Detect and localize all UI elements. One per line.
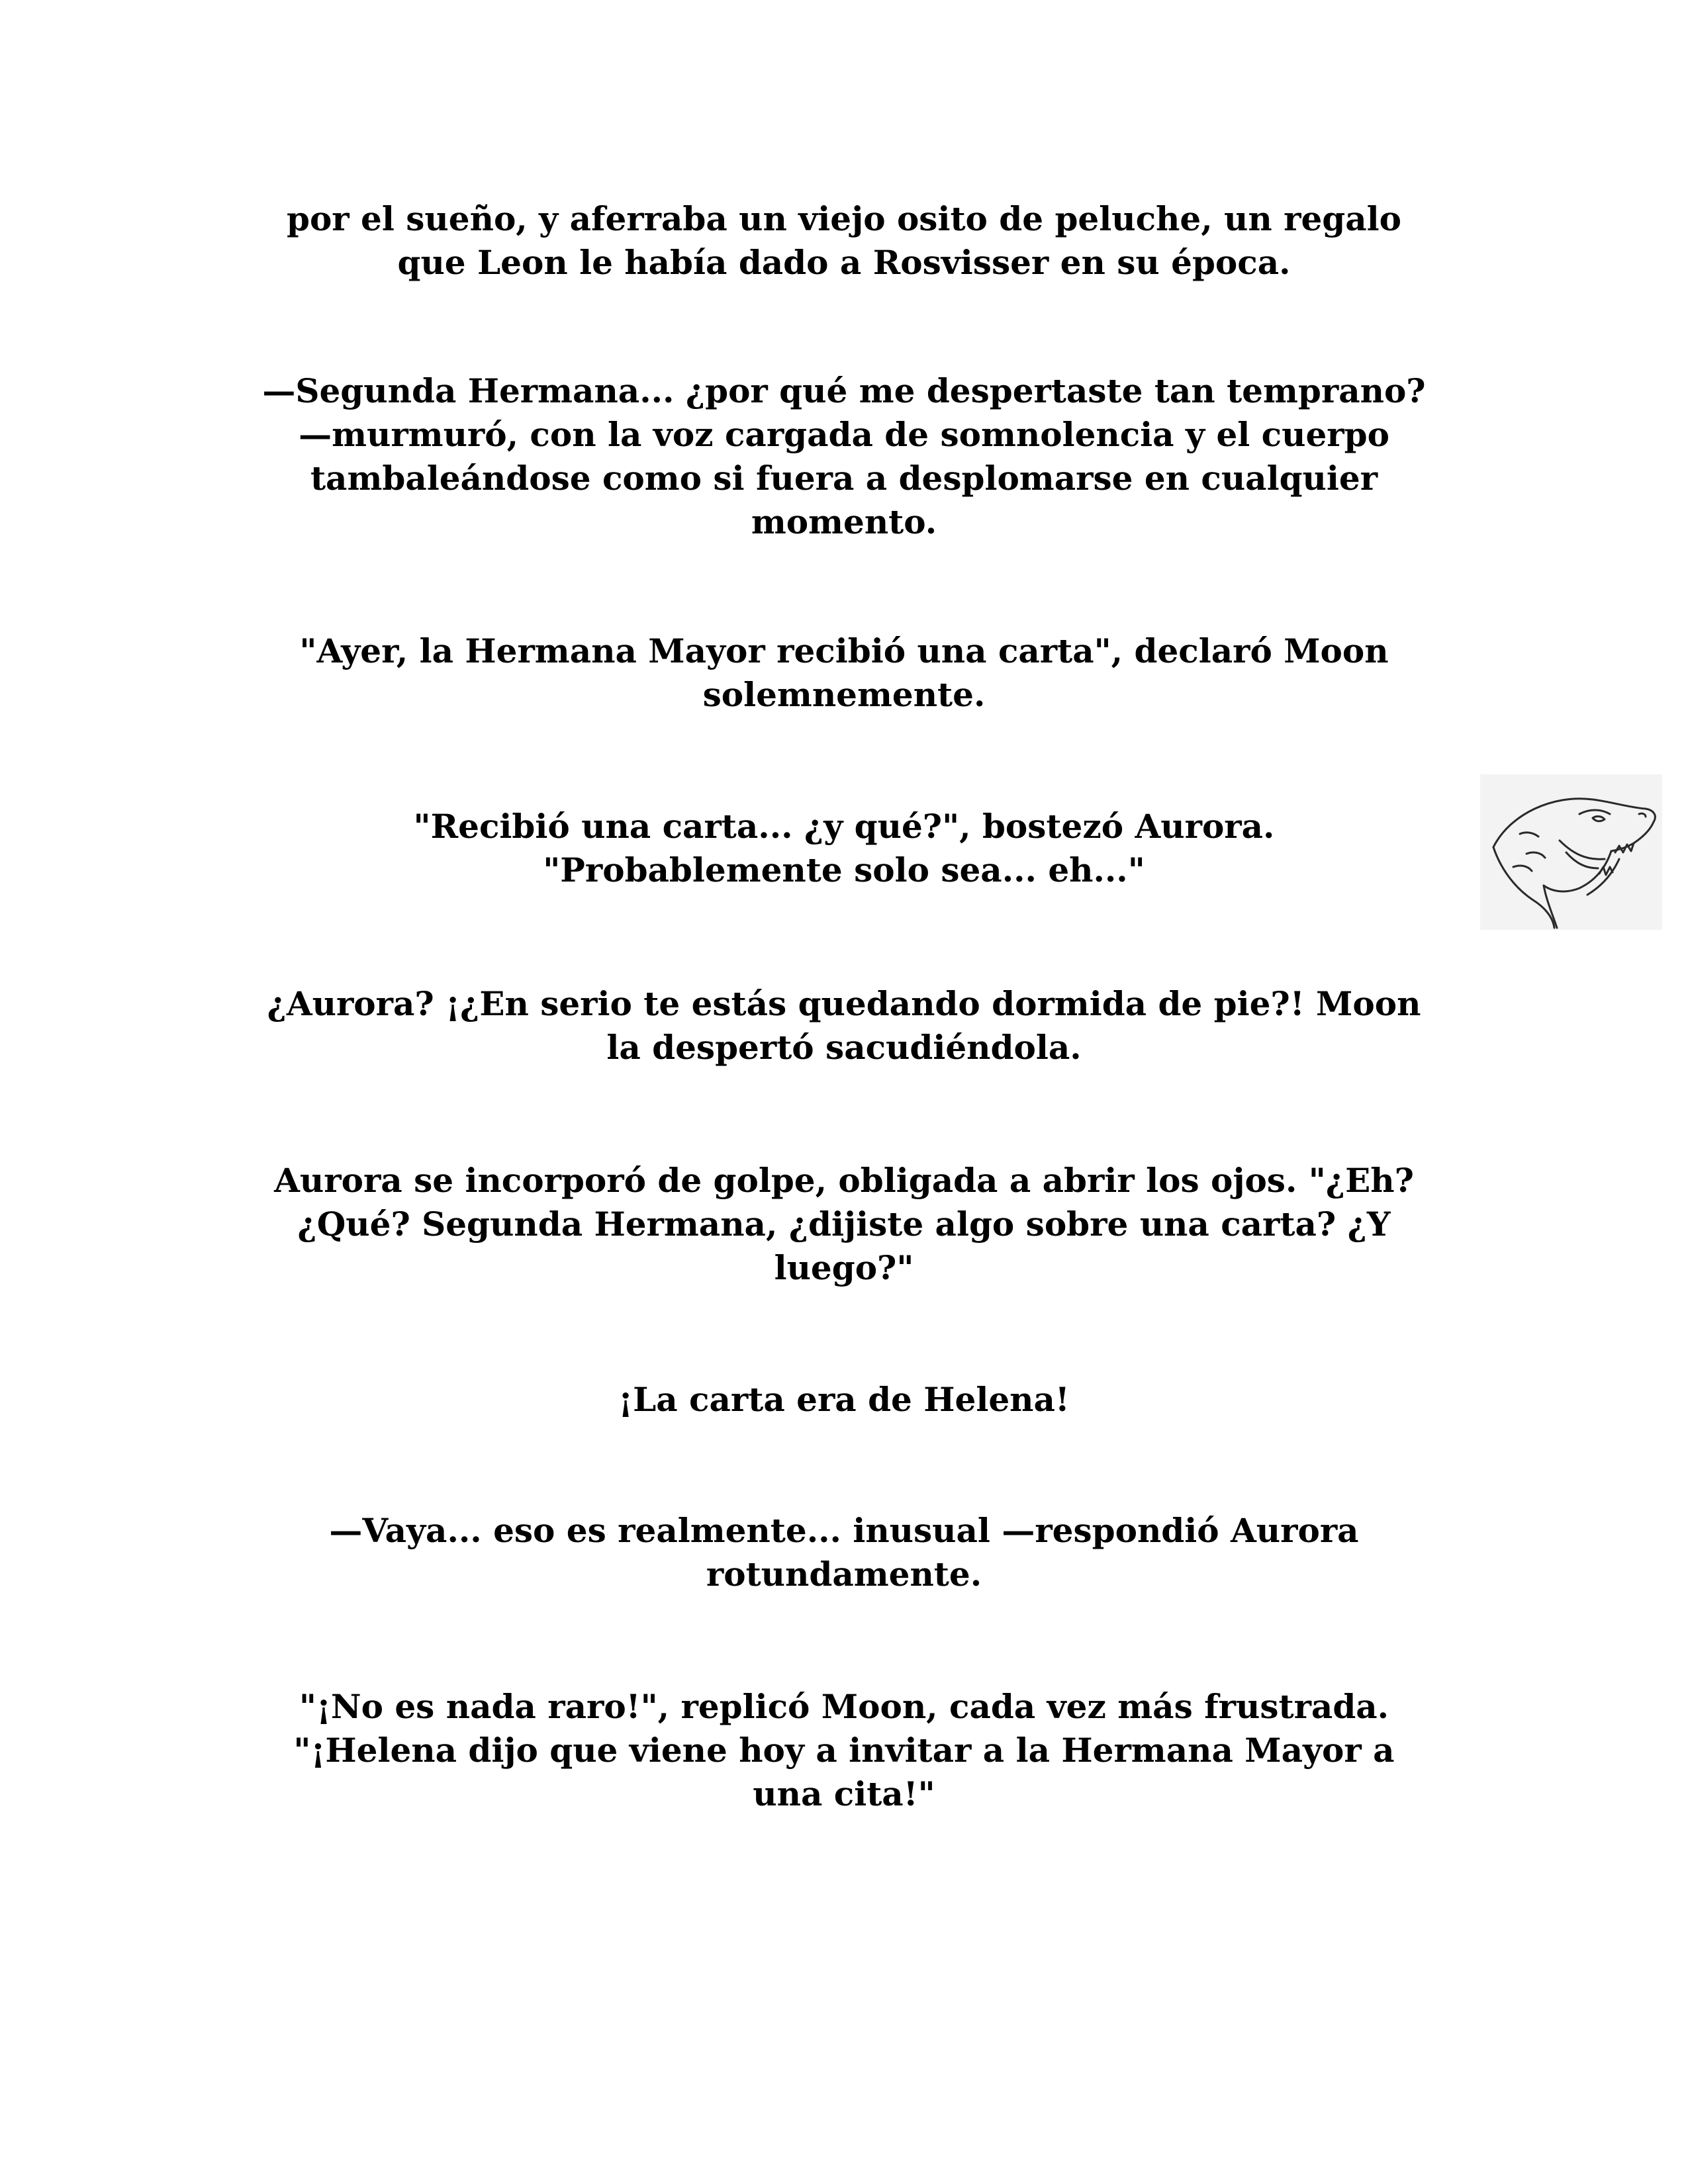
paragraph-3: "Ayer, la Hermana Mayor recibió una carta", declaró Moon solemnemente. bbox=[299, 631, 1389, 714]
dinosaur-head-sketch-icon bbox=[1480, 774, 1662, 930]
paragraph-5: ¿Aurora? ¡¿En serio te estás quedando dormida de pie?! Moon la despertó sacudiéndola. bbox=[267, 984, 1421, 1067]
paragraph-4: "Recibió una carta... ¿y qué?", bostezó Aurora. "Probablemente solo sea... eh..." bbox=[413, 807, 1275, 889]
paragraph-8: —Vaya... eso es realmente... inusual —respondió Aurora rotundamente. bbox=[329, 1511, 1359, 1594]
paragraph-6: Aurora se incorporó de golpe, obligada a abrir los ojos. "¿Eh? ¿Qué? Segunda Hermana, ¿dijiste algo sobre una carta? ¿Y luego?" bbox=[274, 1161, 1414, 1287]
paragraph-9: "¡No es nada raro!", replicó Moon, cada vez más frustrada. "¡Helena dijo que viene hoy a invitar a la Hermana Mayor a una cita!" bbox=[293, 1687, 1395, 1813]
paragraph-1: por el sueño, y aferraba un viejo osito de peluche, un regalo que Leon le había dado a Rosvisser en su época. bbox=[287, 199, 1401, 282]
paragraph-7: ¡La carta era de Helena! bbox=[618, 1380, 1070, 1419]
paragraph-2: —Segunda Hermana... ¿por qué me despertaste tan temprano? —murmuró, con la voz cargada de somnolencia y el cuerpo tambaleándose como si fuera a desplomarse en cualquier momento. bbox=[262, 371, 1426, 541]
